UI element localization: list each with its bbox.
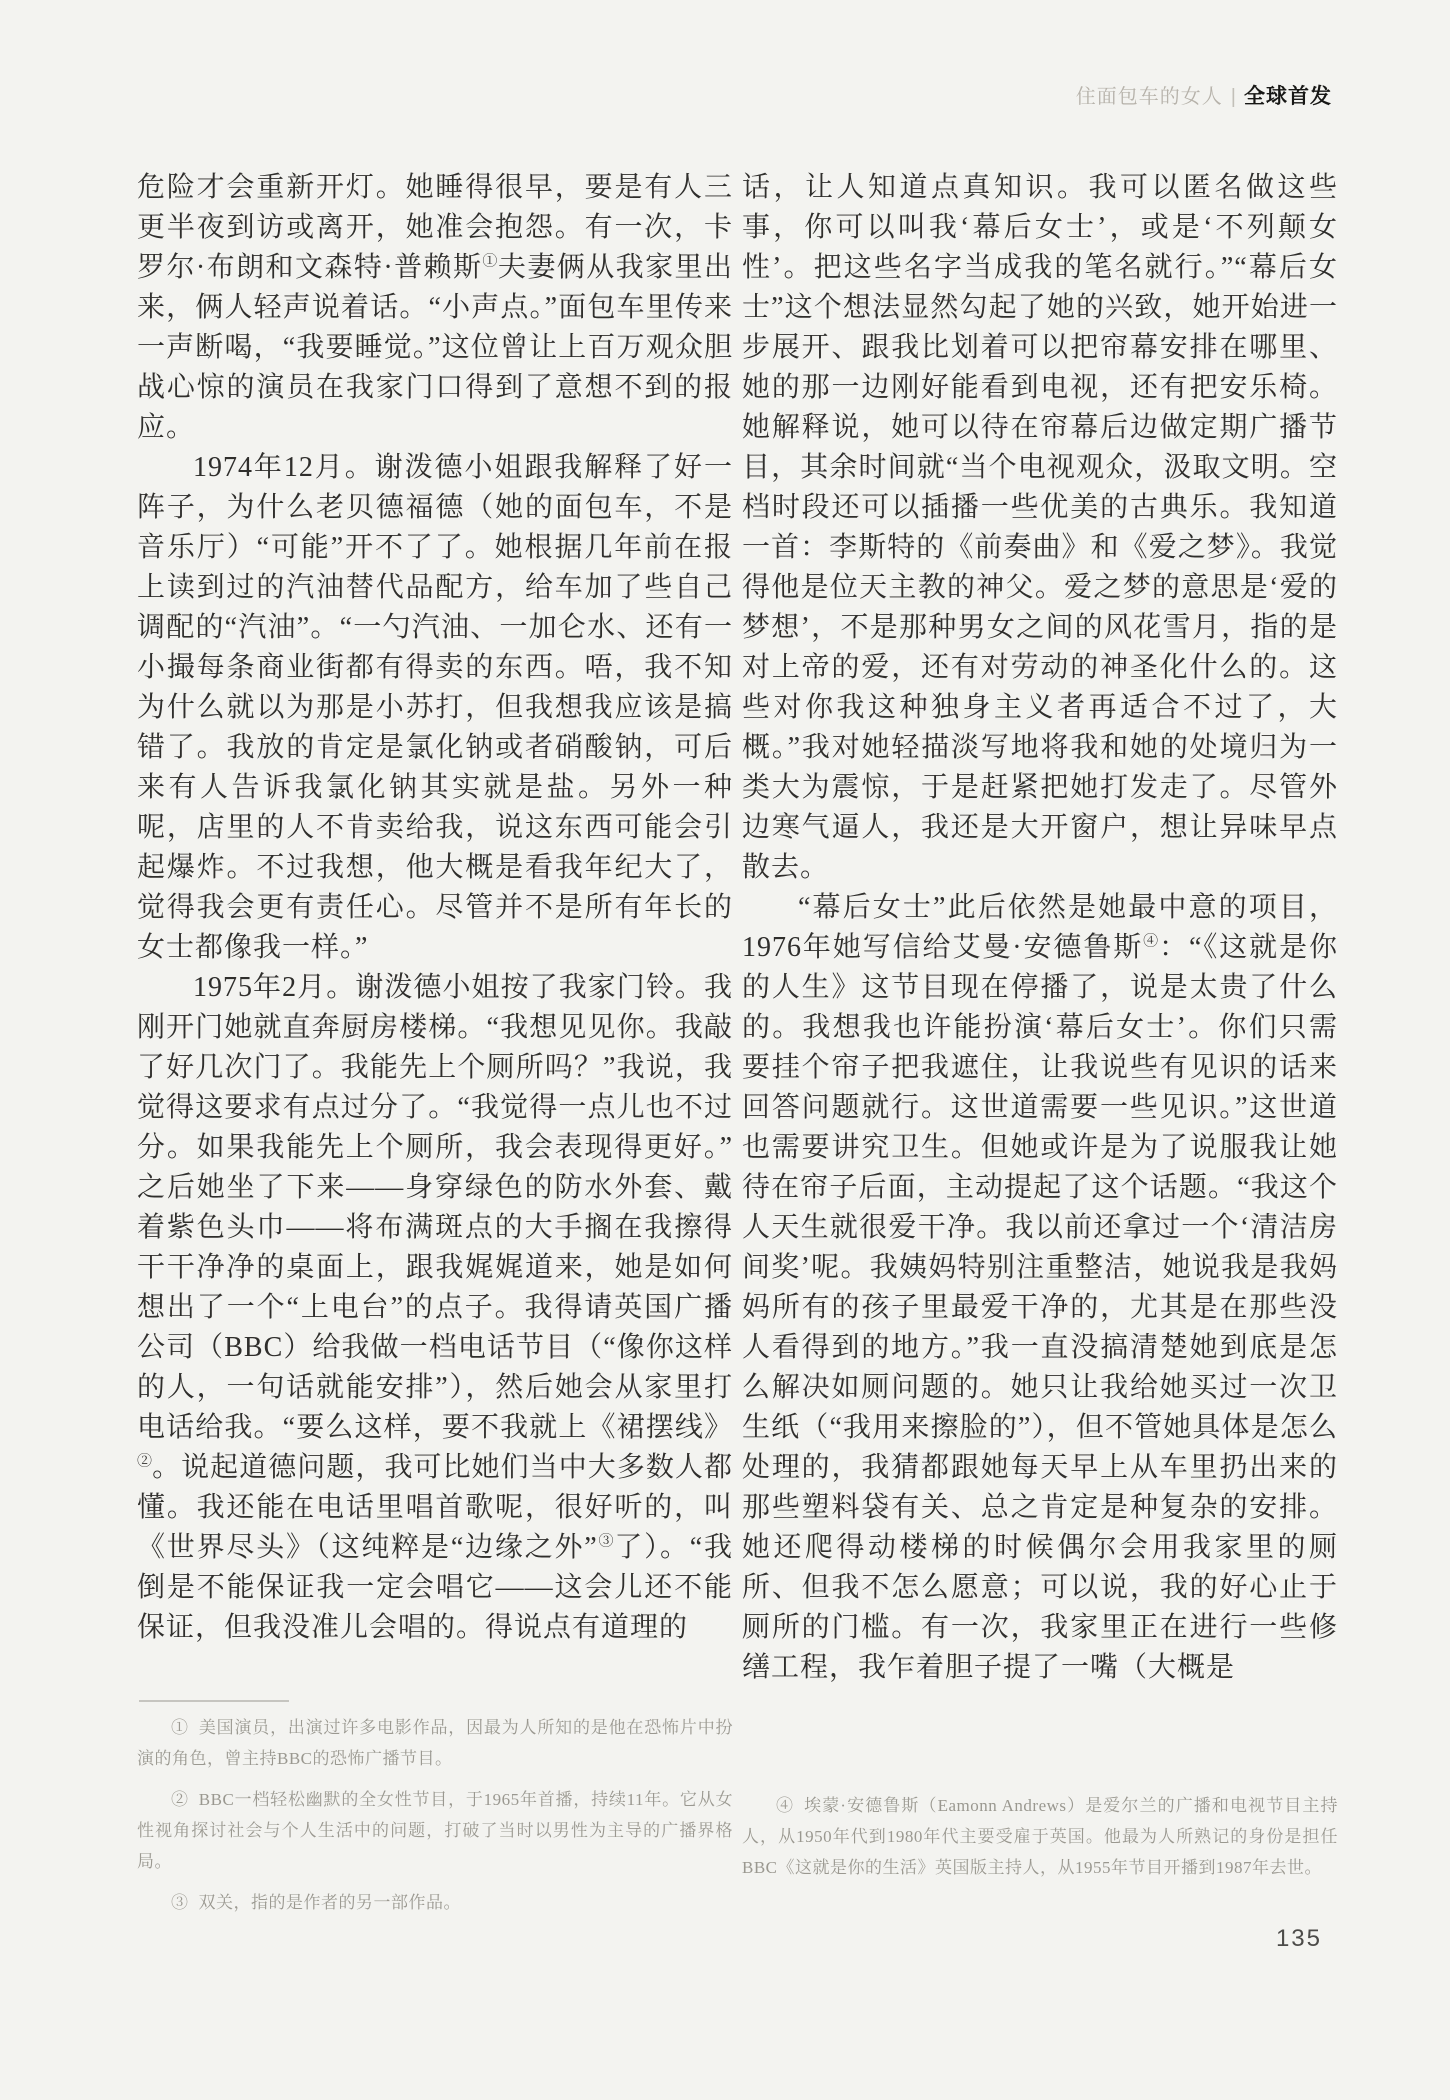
page-number: 135 [1275,1925,1322,1952]
left-column-body [137,168,733,1648]
header-book-title: 住面包车的女人 [1075,86,1223,108]
footnote: ① 美国演员，出演过许多电影作品，因最为人所知的是他在恐怖片中扮演的角色，曾主持BBC的恐怖广播节目。 [137,1718,734,1768]
right-column-footnotes [742,1790,1338,1893]
right-column-body [742,168,1338,1688]
body-paragraph: “幕后女士”此后依然是她最中意的项目，1976年她写信给艾曼·安德鲁斯④：“《这就是你的人生》这节目现在停播了，说是太贵了什么的。我想我也许能扮演‘幕后女士’。你们只需要挂个帘子把我遮住，让我说些有见识的话来回答问题就行。这世道需要一些见识。”这世道也需要讲究卫生。但她或许是为了说服我让她待在帘子后面，主动提起了这个话题。“我这个人天生就很爱干净。我以前还拿过一个‘清洁房间奖’呢。我姨妈特别注重整洁，她说我是我妈妈所有的孩子里最爱干净的，尤其是在那些没人看得到的地方。”我一直没搞清楚她到底是怎么解决如厕问题的。她只让我给她买过一次卫生纸（“我用来擦脸的”），但不管她具体是怎么处理的，我猜都跟她每天早上从车里扔出来的那些塑料袋有关、总之肯定是种复杂的安排。她还爬得动楼梯的时候偶尔会用我家里的厕所、但我不怎么愿意；可以说，我的好心止于厕所的门槛。有一次，我家里正在进行一些修缮工程，我乍着胆子提了一嘴（大概是 [742,892,1338,1683]
footnote-marker: ② [171,1790,189,1809]
footnote: ③ 双关，指的是作者的另一部作品。 [171,1893,461,1912]
header-separator: | [1230,86,1236,108]
header-section-title: 全球首发 [1244,85,1332,108]
footnote-separator-rule [139,1700,289,1702]
footnote-reference-marker: ③ [597,1533,615,1550]
footnote-marker: ④ [776,1796,795,1815]
body-paragraph: 危险才会重新开灯。她睡得很早，要是有人三更半夜到访或离开，她准会抱怨。有一次，卡罗尔·布朗和文森特·普赖斯①夫妻俩从我家里出来，俩人轻声说着话。“小声点。”面包车里传来一声断喝，“我要睡觉。”这位曾让上百万观众胆战心惊的演员在我家门口得到了意想不到的报应。 [137,172,733,443]
footnote-marker: ③ [171,1893,189,1912]
footnote-reference-marker: ② [137,1453,153,1470]
footnote: ④ 埃蒙·安德鲁斯（Eamonn Andrews）是爱尔兰的广播和电视节目主持人，从1950年代到1980年代主要受雇于英国。他最为人所熟记的身份是担任BBC《这就是你的生活》英国版主持人，从1955年节目开播到1987年去世。 [742,1796,1338,1877]
body-paragraph: 1975年2月。谢泼德小姐按了我家门铃。我刚开门她就直奔厨房楼梯。“我想见见你。我敲了好几次门了。我能先上个厕所吗？”我说，我觉得这要求有点过分了。“我觉得一点儿也不过分。如果我能先上个厕所，我会表现得更好。”之后她坐了下来——身穿绿色的防水外套、戴着紫色头巾——将布满斑点的大手搁在我擦得干干净净的桌面上，跟我娓娓道来，她是如何想出了一个“上电台”的点子。我得请英国广播公司（BBC）给我做一档电话节目（“像你这样的人，一句话就能安排”），然后她会从家里打电话给我。“要么这样，要不我就上《裙摆线》②。说起道德问题，我可比她们当中大多数人都懂。我还能在电话里唱首歌呢，很好听的，叫《世界尽头》（这纯粹是“边缘之外”③了）。“我倒是不能保证我一定会唱它——这会儿还不能保证，但我没准儿会唱的。得说点有道理的 [137,972,733,1643]
footnote-marker: ① [171,1718,189,1737]
left-column-footnotes [137,1712,733,1928]
running-header [1076,84,1332,110]
body-paragraph: 1974年12月。谢泼德小姐跟我解释了好一阵子，为什么老贝德福德（她的面包车，不是音乐厅）“可能”开不了了。她根据几年前在报上读到过的汽油替代品配方，给车加了些自己调配的“汽油”。“一勺汽油、一加仑水、还有一小撮每条商业街都有得卖的东西。唔，我不知为什么就以为那是小苏打，但我想我应该是搞错了。我放的肯定是氯化钠或者硝酸钠，可后来有人告诉我氯化钠其实就是盐。另外一种呢，店里的人不肯卖给我，说这东西可能会引起爆炸。不过我想，他大概是看我年纪大了，觉得我会更有责任心。尽管并不是所有年长的女士都像我一样。” [137,452,733,963]
footnote-reference-marker: ④ [1143,933,1160,950]
footnote-reference-marker: ① [482,253,498,270]
footnote: ② BBC一档轻松幽默的全女性节目，于1965年首播，持续11年。它从女性视角探讨社会与个人生活中的问题，打破了当时以男性为主导的广播界格局。 [137,1790,734,1871]
body-paragraph: 话，让人知道点真知识。我可以匿名做这些事，你可以叫我‘幕后女士’，或是‘不列颠女性’。把这些名字当成我的笔名就行。”“幕后女士”这个想法显然勾起了她的兴致，她开始进一步展开、跟我比划着可以把帘幕安排在哪里、她的那一边刚好能看到电视，还有把安乐椅。她解释说，她可以待在帘幕后边做定期广播节目，其余时间就“当个电视观众，汲取文明。空档时段还可以插播一些优美的古典乐。我知道一首：李斯特的《前奏曲》和《爱之梦》。我觉得他是位天主教的神父。爱之梦的意思是‘爱的梦想’，不是那种男女之间的风花雪月，指的是对上帝的爱，还有对劳动的神圣化什么的。这些对你我这种独身主义者再适合不过了，大概。”我对她轻描淡写地将我和她的处境归为一类大为震惊，于是赶紧把她打发走了。尽管外边寒气逼人，我还是大开窗户，想让异味早点散去。 [742,172,1338,883]
